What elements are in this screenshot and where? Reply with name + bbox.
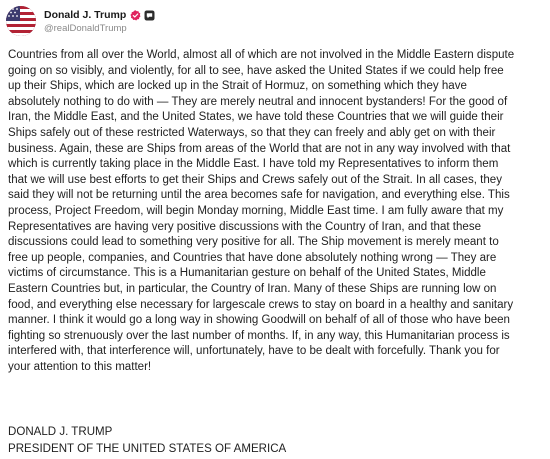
post-line: Ships safely out of these restricted Waterways, so that they can freely and ably get on with their [8,126,496,139]
post-body [8,48,546,375]
post-line: interfered with, that interference will, unfortunately, have to be dealt with forcefully. Thank you for [8,345,500,358]
author-names [44,8,155,34]
post-line: fighting so strenuously over the last number of months. If, in any way, this Humanitarian process is [8,329,510,342]
post-header [6,4,155,38]
signature-title: PRESIDENT OF THE UNITED STATES OF AMERICA [8,442,287,455]
post-line: manner. I think it would go a long way in showing Goodwill on behalf of all of those who have been [8,314,510,327]
post-line: Eastern Countries but, in particular, the Country of Iran. Many of these Ships are running low on [8,282,497,295]
post-line: free up people, companies, and Countries that have done absolutely nothing wrong — They are [8,251,497,264]
post-line: your attention to this matter! [8,360,152,373]
author-avatar[interactable] [6,6,36,36]
post-line: Representatives are having very positive discussions with the Country of Iran, and that these [8,220,482,233]
post-line: process, Project Freedom, will begin Monday morning, Middle East time. I am fully aware that my [8,204,504,217]
post-line: Countries from all over the World, almost all of which are not involved in the Middle Eastern dispute [8,49,515,61]
post-line: said they will not be returning until the area becomes safe for navigation, and everything else. This [8,189,510,202]
name-row [44,8,155,22]
post-line: food, and everything else necessary for largescale crews to stay on board in a healthy and sanitary [8,298,514,311]
author-display-name[interactable]: Donald J. Trump [44,9,127,21]
signature-name: DONALD J. TRUMP [8,426,113,438]
post-line: discussions could lead to something very positive for all. The Ship movement is merely meant to [8,236,499,249]
post-line: which is currently taking place in the Middle East. I have told my Representatives to inform them [8,158,499,171]
post-line: that we will use best efforts to get their Ships and Crews safely out of the Strait. In all cases, they [8,173,502,186]
affiliation-badge-icon [144,10,155,21]
post-line: business. Again, these are Ships from areas of the World that are not in any way involved with that [8,142,511,155]
post-line: up their Ships, which are locked up in the Strait of Hormuz, on something which they have [8,80,467,93]
verified-badge-icon [130,10,141,21]
post-line: Iran, the Middle East, and the United States, we have told these Countries that we will guide their [8,111,504,124]
flag-avatar-icon [6,6,36,36]
post-line: victims of circumstance. This is a Humanitarian gesture on behalf of the United States, Middle [8,267,486,280]
post-text [8,48,546,375]
post-signature [8,424,546,457]
author-handle[interactable]: @realDonaldTrump [44,23,127,34]
post-line: going on so visibly, and violently, for all to see, have asked the United States if we could help free [8,64,504,77]
post-line: absolutely nothing to do with — They are merely neutral and innocent bystanders! For the good of [8,95,508,108]
